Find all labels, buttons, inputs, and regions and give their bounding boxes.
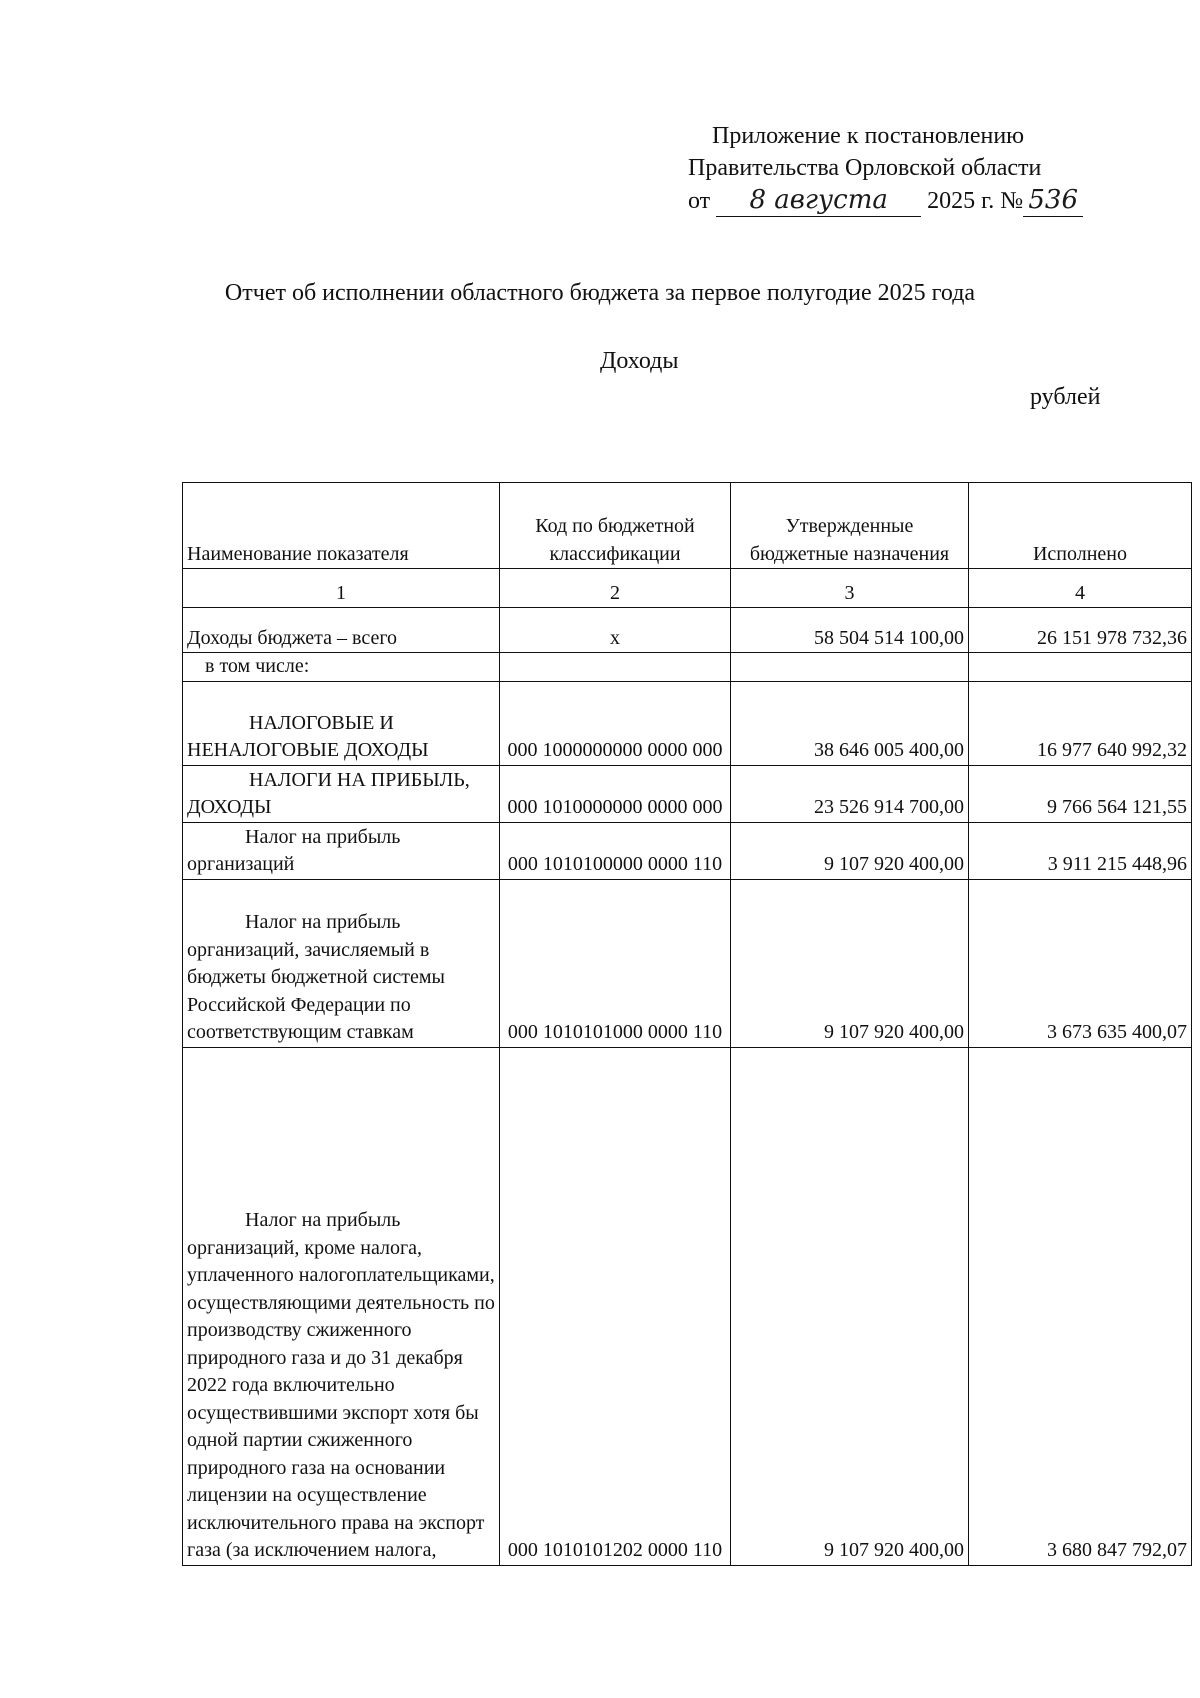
row-name: Доходы бюджета – всего [183,608,500,653]
row-approved: 38 646 005 400,00 [731,681,969,765]
appendix-block [688,120,1083,217]
row-code: 000 1010000000 0000 000 [500,765,731,822]
header-name: Наименование показателя [183,483,500,569]
section-title: Доходы [600,348,679,374]
row-executed: 9 766 564 121,55 [969,765,1192,822]
revenue-table [182,482,1192,1566]
units-label: рублей [1030,384,1101,410]
row-executed: 16 977 640 992,32 [969,681,1192,765]
column-number: 4 [969,569,1192,608]
row-executed: 26 151 978 732,36 [969,608,1192,653]
row-approved: 9 107 920 400,00 [731,1047,969,1565]
appendix-line-1: Приложение к постановлению [712,123,1025,149]
year-text: 2025 г. № [927,188,1024,214]
column-number: 1 [183,569,500,608]
appendix-date-line [688,184,1083,217]
row-code: 000 1010101202 0000 110 [500,1047,731,1565]
row-approved: 23 526 914 700,00 [731,765,969,822]
row-executed: 3 673 635 400,07 [969,879,1192,1047]
date-prefix: от [688,188,711,214]
row-code: 000 1010100000 0000 110 [500,822,731,879]
table-row [183,765,1192,822]
row-code: x [500,608,731,653]
row-name: Налог на прибыль организаций, кроме налога, уплаченного налогоплательщиками, осуществляющими деятельность по производству сжиженного природного газа и до 31 декабря 2022 года включительно осуществившими экспорт хотя бы одной партии сжиженного природного газа на основании лицензии на осуществление исключительного права на экспорт газа (за исключением налога, [183,1047,500,1565]
header-executed: Исполнено [969,483,1192,569]
header-code: Код по бюджетной классификации [500,483,731,569]
row-name: в том числе: [183,653,500,682]
row-code [500,653,731,682]
column-number-row [183,569,1192,608]
handwritten-date: 8 августа [716,184,921,217]
row-name: Налог на прибыль организаций [183,822,500,879]
row-executed: 3 911 215 448,96 [969,822,1192,879]
row-executed [969,653,1192,682]
handwritten-number: 536 [1023,184,1083,217]
row-approved: 9 107 920 400,00 [731,879,969,1047]
row-name: Налог на прибыль организаций, зачисляемый в бюджеты бюджетной системы Российской Федерации по соответствующим ставкам [183,879,500,1047]
row-code: 000 1000000000 0000 000 [500,681,731,765]
table-row [183,653,1192,682]
table-row [183,608,1192,653]
row-approved: 9 107 920 400,00 [731,822,969,879]
row-executed: 3 680 847 792,07 [969,1047,1192,1565]
table-row [183,681,1192,765]
column-number: 2 [500,569,731,608]
table-row [183,822,1192,879]
column-number: 3 [731,569,969,608]
table-row [183,1047,1192,1565]
row-name: НАЛОГИ НА ПРИБЫЛЬ, ДОХОДЫ [183,765,500,822]
header-approved: Утвержденные бюджетные назначения [731,483,969,569]
table-header-row [183,483,1192,569]
report-title: Отчет об исполнении областного бюджета за первое полугодие 2025 года [224,280,976,306]
row-code: 000 1010101000 0000 110 [500,879,731,1047]
row-name: НАЛОГОВЫЕ И НЕНАЛОГОВЫЕ ДОХОДЫ [183,681,500,765]
row-approved [731,653,969,682]
table-row [183,879,1192,1047]
appendix-line-2: Правительства Орловской области [688,155,1042,181]
row-approved: 58 504 514 100,00 [731,608,969,653]
